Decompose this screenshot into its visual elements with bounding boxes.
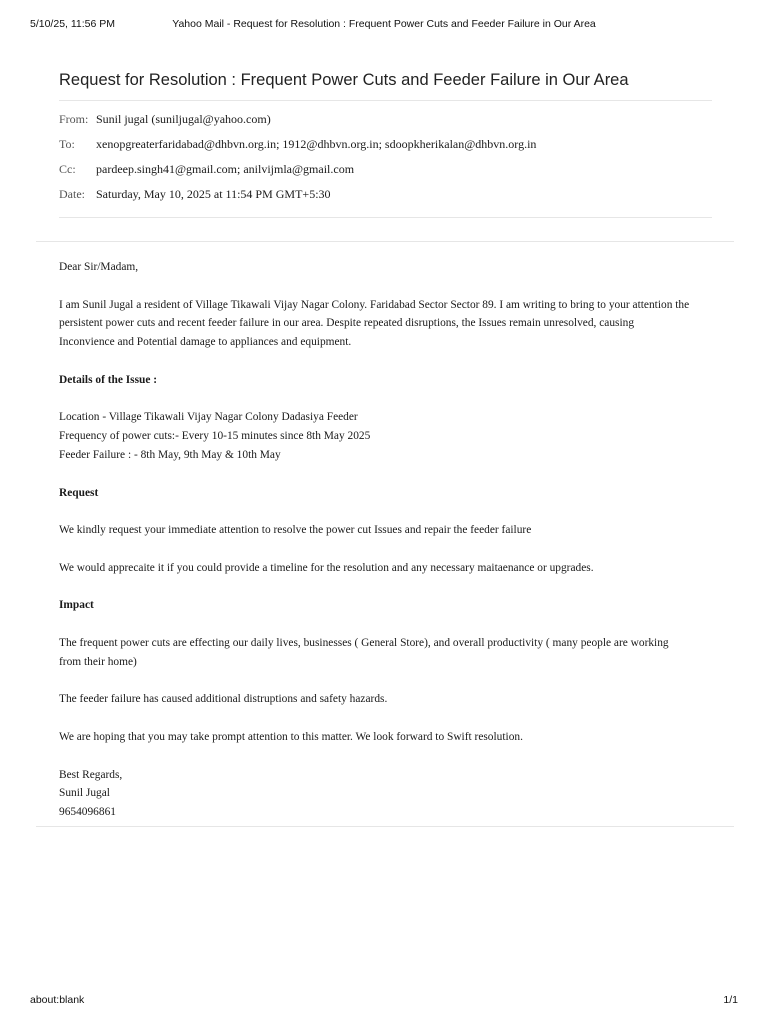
cc-label: Cc: <box>59 162 76 176</box>
print-header <box>0 18 768 32</box>
date-label: Date: <box>59 187 85 201</box>
print-footer <box>0 994 768 1008</box>
request-paragraph: We would apprecaite it if you could provide a timeline for the resolution and any necessary maitaenance or upgrades. <box>59 561 594 574</box>
email-body <box>59 258 719 822</box>
sender-phone: 9654096861 <box>59 806 116 819</box>
closing-paragraph: We are hoping that you may take prompt attention to this matter. We look forward to Swift resolution. <box>59 730 523 743</box>
greeting: Dear Sir/Madam, <box>59 261 139 273</box>
print-page-title: Yahoo Mail - Request for Resolution : Frequent Power Cuts and Feeder Failure in Our Area <box>172 18 596 30</box>
email-subject: Request for Resolution : Frequent Power Cuts and Feeder Failure in Our Area <box>59 71 629 89</box>
date-value: Saturday, May 10, 2025 at 11:54 PM GMT+5:30 <box>96 187 331 201</box>
intro-line: I am Sunil Jugal a resident of Village Tikawali Vijay Nagar Colony. Faridabad Sector Sector 89. I am writing to bring to your attention the <box>59 298 690 311</box>
details-heading: Details of the Issue : <box>59 373 158 386</box>
intro-line: Inconvience and Potential damage to appliances and equipment. <box>59 336 352 349</box>
signoff: Best Regards, <box>59 768 123 781</box>
request-heading: Request <box>59 486 99 499</box>
body-bottom-divider <box>36 826 734 827</box>
impact-line: The frequent power cuts are effecting our daily lives, businesses ( General Store), and overall productivity ( many people are working <box>59 636 669 649</box>
issue-feeder-failure: Feeder Failure : - 8th May, 9th May & 10th May <box>59 448 281 461</box>
issue-location: Location - Village Tikawali Vijay Nagar Colony Dadasiya Feeder <box>59 411 358 424</box>
print-page-number: 1/1 <box>723 994 738 1006</box>
body-top-divider <box>36 241 734 242</box>
sender-name: Sunil Jugal <box>59 787 110 800</box>
impact-line: from their home) <box>59 655 137 668</box>
impact-heading: Impact <box>59 599 94 612</box>
from-value: Sunil jugal (suniljugal@yahoo.com) <box>96 112 271 126</box>
to-value: xenopgreaterfaridabad@dhbvn.org.in; 1912@dhbvn.org.in; sdoopkherikalan@dhbvn.org.in <box>96 137 537 151</box>
issue-frequency: Frequency of power cuts:- Every 10-15 minutes since 8th May 2025 <box>59 430 371 443</box>
print-url: about:blank <box>30 994 85 1006</box>
from-label: From: <box>59 112 89 126</box>
request-paragraph: We kindly request your immediate attention to resolve the power cut Issues and repair the feeder failure <box>59 524 532 537</box>
subject-divider <box>59 100 712 101</box>
print-datetime: 5/10/25, 11:56 PM <box>30 18 116 30</box>
intro-line: persistent power cuts and recent feeder failure in our area. Despite repeated disruptions, the Issues remain unresolved, causing <box>59 317 635 330</box>
impact-line: The feeder failure has caused additional distruptions and safety hazards. <box>59 693 388 706</box>
headers-divider <box>59 217 712 218</box>
cc-value: pardeep.singh41@gmail.com; anilvijmla@gmail.com <box>96 162 355 176</box>
to-label: To: <box>59 137 75 151</box>
